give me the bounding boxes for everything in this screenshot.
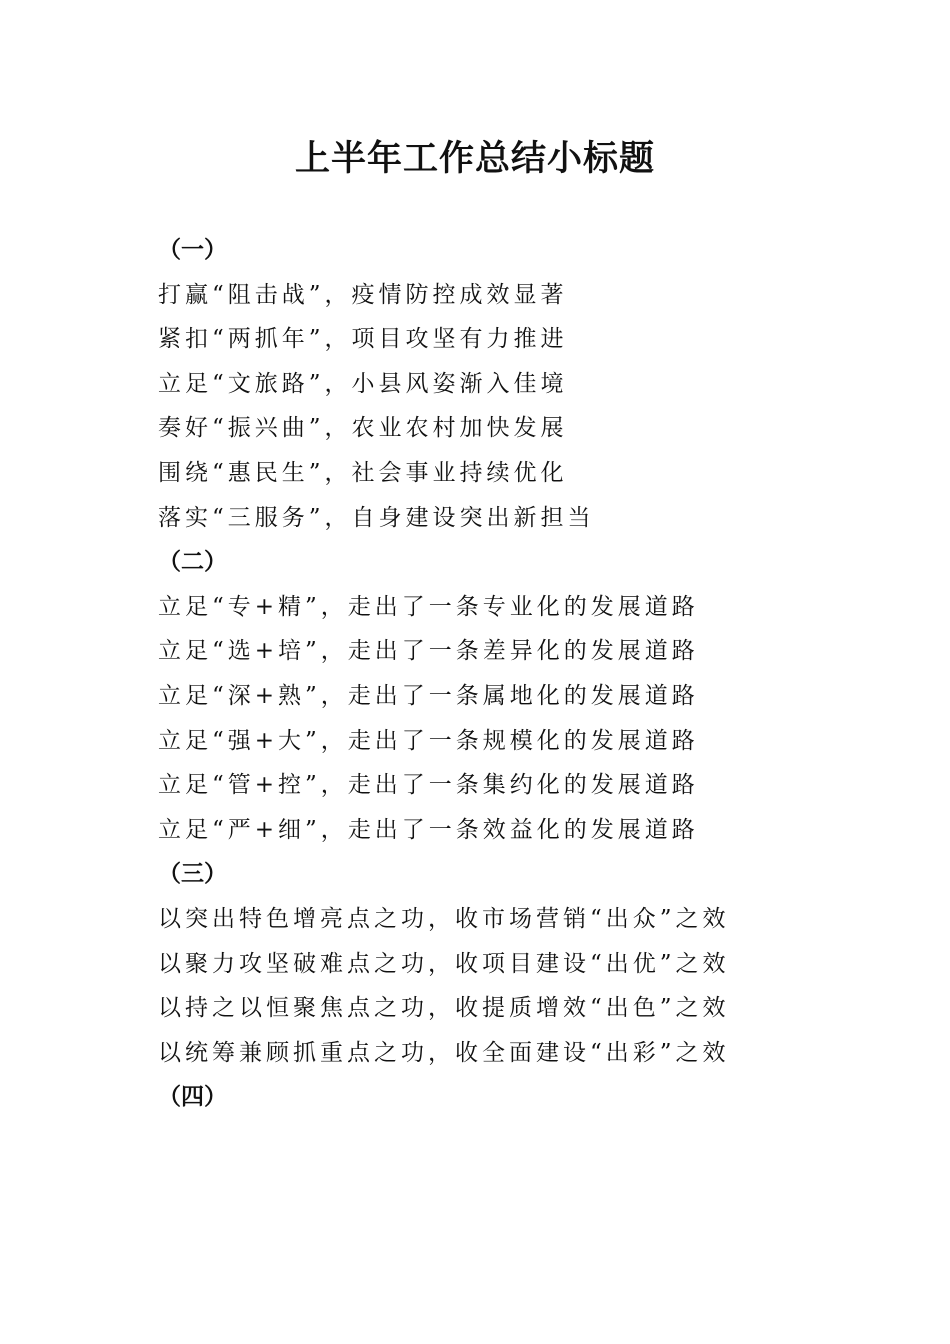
section-3-line: 以聚力攻坚破难点之功，收项目建设“出优”之效 [158,950,730,977]
section-1-line: 围绕“惠民生”，社会事业持续优化 [158,459,568,486]
section-2-line: 立足“强+大”，走出了一条规模化的发展道路 [158,727,699,754]
section-3-line: 以突出特色增亮点之功，收市场营销“出众”之效 [158,905,730,932]
section-1-line: 打赢“阻击战”，疫情防控成效显著 [158,281,568,308]
section-heading-1: （一） [158,236,227,263]
section-heading-3: （三） [158,860,227,888]
section-1-line: 奏好“振兴曲”，农业农村加快发展 [158,415,568,442]
document-body [158,228,878,1120]
section-2-line: 立足“专+精”，走出了一条专业化的发展道路 [158,593,699,620]
section-2-line: 立足“严+细”，走出了一条效益化的发展道路 [158,816,699,843]
section-2-line: 立足“管+控”，走出了一条集约化的发展道路 [158,772,699,799]
section-1-line: 紧扣“两抓年”，项目攻坚有力推进 [158,326,568,353]
section-3-line: 以持之以恒聚焦点之功，收提质增效“出色”之效 [158,995,730,1022]
section-2-line: 立足“深+熟”，走出了一条属地化的发展道路 [158,682,699,709]
section-2-line: 立足“选+培”，走出了一条差异化的发展道路 [158,638,699,665]
section-1-line: 落实“三服务”，自身建设突出新担当 [158,504,595,531]
document-title: 上半年工作总结小标题 [294,138,655,179]
section-1-line: 立足“文旅路”，小县风姿渐入佳境 [158,370,568,397]
section-heading-4: （四） [158,1083,227,1111]
section-heading-2: （二） [158,548,227,576]
section-3-line: 以统筹兼顾抓重点之功，收全面建设“出彩”之效 [158,1039,730,1066]
